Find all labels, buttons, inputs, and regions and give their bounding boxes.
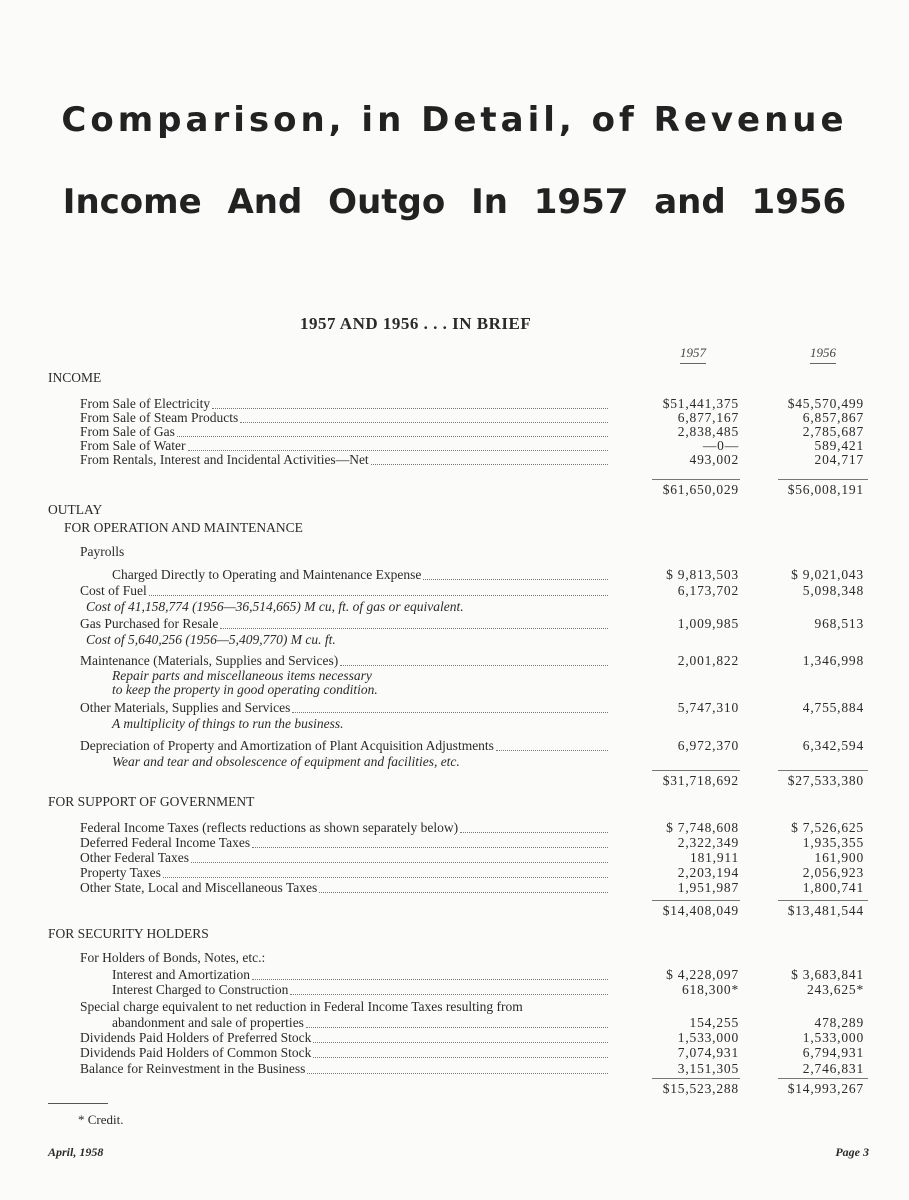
row-label: Maintenance (Materials, Supplies and Services) — [80, 653, 339, 668]
value-1957: 6,972,370 — [677, 738, 739, 753]
value-1956: $56,008,191 — [787, 482, 864, 497]
title-line-1: Comparison, in Detail, of Revenue — [61, 100, 848, 140]
value-1957: 618,300* — [681, 982, 739, 997]
subtotal-row — [0, 1081, 909, 1097]
table-row — [0, 880, 909, 896]
dot-leader — [220, 628, 608, 629]
value-1957: $51,441,375 — [662, 396, 739, 411]
dot-leader — [191, 862, 608, 863]
value-1957: 2,322,349 — [677, 835, 739, 850]
row-note: Repair parts and miscellaneous items necessary — [112, 668, 372, 683]
row-label: abandonment and sale of properties — [112, 1015, 304, 1030]
table-row — [0, 452, 909, 468]
dot-leader — [496, 750, 608, 751]
table-row — [0, 632, 909, 648]
subtotal-row — [0, 773, 909, 789]
row-label: Property Taxes — [80, 865, 161, 880]
column-header-1956: 1956 — [810, 345, 836, 364]
row-label: Federal Income Taxes (reflects reductions as shown separately below) — [80, 820, 459, 835]
row-label: Special charge equivalent to net reduction in Federal Income Taxes resulting from — [80, 999, 523, 1014]
row-label: Dividends Paid Holders of Preferred Stock — [80, 1030, 312, 1045]
dot-leader — [460, 832, 608, 833]
dot-leader — [371, 464, 608, 465]
table-row — [0, 682, 909, 698]
table-row — [0, 835, 909, 851]
section-heading — [0, 502, 909, 518]
table-row — [0, 716, 909, 732]
value-1957: 2,838,485 — [677, 424, 739, 439]
value-1956: $13,481,544 — [787, 903, 864, 918]
subtotal-row — [0, 903, 909, 919]
subtotal-rule — [652, 1078, 740, 1079]
subtotal-rule — [652, 900, 740, 901]
dot-leader — [306, 1027, 608, 1028]
footer-date: April, 1958 — [48, 1145, 104, 1159]
dot-leader — [240, 422, 608, 423]
table-row — [0, 653, 909, 669]
row-note: A multiplicity of things to run the business. — [112, 716, 344, 731]
table-row — [0, 967, 909, 983]
table-row — [0, 999, 909, 1015]
dot-leader — [423, 579, 608, 580]
value-1957: 1,009,985 — [677, 616, 739, 631]
subtotal-rule — [652, 479, 740, 480]
section-heading — [0, 520, 909, 536]
value-1956: 4,755,884 — [802, 700, 864, 715]
dot-leader — [290, 994, 608, 995]
value-1956: 1,346,998 — [802, 653, 864, 668]
section-heading — [0, 794, 909, 810]
value-1956: 6,857,867 — [802, 410, 864, 425]
brief-heading: 1957 AND 1956 . . . IN BRIEF — [300, 314, 532, 333]
value-1956: 589,421 — [814, 438, 864, 453]
subtotal-rule — [652, 770, 740, 771]
dot-leader — [212, 408, 608, 409]
row-label: Other State, Local and Miscellaneous Taxes — [80, 880, 318, 895]
value-1956: 478,289 — [814, 1015, 864, 1030]
row-label: Interest Charged to Construction — [112, 982, 289, 997]
row-label: Gas Purchased for Resale — [80, 616, 219, 631]
footnote-divider — [48, 1103, 108, 1104]
section-heading — [0, 926, 909, 942]
subtotal-rule — [778, 1078, 868, 1079]
dot-leader — [313, 1042, 608, 1043]
table-row — [0, 982, 909, 998]
value-1956: 2,746,831 — [802, 1061, 864, 1076]
value-1956: 1,533,000 — [802, 1030, 864, 1045]
value-1956: 204,717 — [814, 452, 864, 467]
value-1957: 1,533,000 — [677, 1030, 739, 1045]
row-label: Cost of Fuel — [80, 583, 147, 598]
value-1957: $14,408,049 — [662, 903, 739, 918]
row-label: FOR SECURITY HOLDERS — [48, 926, 209, 941]
table-row — [0, 1030, 909, 1046]
value-1956: $45,570,499 — [787, 396, 864, 411]
value-1957: $61,650,029 — [662, 482, 739, 497]
table-row — [0, 850, 909, 866]
value-1957: 181,911 — [690, 850, 739, 865]
value-1957: 1,951,987 — [677, 880, 739, 895]
section-heading — [0, 370, 909, 386]
table-row — [0, 700, 909, 716]
dot-leader — [340, 665, 608, 666]
value-1957: —0— — [702, 438, 739, 453]
dot-leader — [313, 1057, 608, 1058]
row-note: Cost of 5,640,256 (1956—5,409,770) M cu. ft. — [86, 632, 336, 647]
row-label: Other Materials, Supplies and Services — [80, 700, 291, 715]
row-label: For Holders of Bonds, Notes, etc.: — [80, 950, 266, 965]
row-label: FOR SUPPORT OF GOVERNMENT — [48, 794, 255, 809]
table-row — [0, 544, 909, 560]
row-label: FOR OPERATION AND MAINTENANCE — [64, 520, 303, 535]
footnote: * Credit. — [78, 1112, 124, 1127]
value-1956: 968,513 — [814, 616, 864, 631]
table-row — [0, 1061, 909, 1077]
row-label: From Sale of Electricity — [80, 396, 211, 411]
value-1957: 7,074,931 — [677, 1045, 739, 1060]
row-label: Dividends Paid Holders of Common Stock — [80, 1045, 312, 1060]
table-row — [0, 1015, 909, 1031]
table-row — [0, 820, 909, 836]
row-label: Deferred Federal Income Taxes — [80, 835, 251, 850]
row-label: From Sale of Water — [80, 438, 186, 453]
subtotal-rule — [778, 770, 868, 771]
table-row — [0, 567, 909, 583]
value-1956: $ 7,526,625 — [791, 820, 864, 835]
value-1957: $ 7,748,608 — [666, 820, 739, 835]
value-1957: $15,523,288 — [662, 1081, 739, 1096]
value-1956: 1,935,355 — [802, 835, 864, 850]
dot-leader — [188, 450, 608, 451]
table-row — [0, 1045, 909, 1061]
row-note: to keep the property in good operating condition. — [112, 682, 378, 697]
table-row — [0, 599, 909, 615]
dot-leader — [163, 877, 608, 878]
value-1957: 2,001,822 — [677, 653, 739, 668]
dot-leader — [177, 436, 608, 437]
table-row — [0, 754, 909, 770]
subtotal-rule — [778, 479, 868, 480]
dot-leader — [252, 847, 608, 848]
value-1956: 2,056,923 — [802, 865, 864, 880]
row-label: INCOME — [48, 370, 102, 385]
dot-leader — [252, 979, 608, 980]
dot-leader — [292, 712, 608, 713]
footer-page-number: Page 3 — [835, 1145, 869, 1159]
table-row — [0, 616, 909, 632]
row-label: Charged Directly to Operating and Maintenance Expense — [112, 567, 422, 582]
column-header-1957: 1957 — [680, 345, 706, 364]
subtotal-rule — [778, 900, 868, 901]
value-1957: $31,718,692 — [662, 773, 739, 788]
title-line-2: Income And Outgo In 1957 and 1956 — [62, 182, 847, 222]
value-1956: $14,993,267 — [787, 1081, 864, 1096]
value-1957: 154,255 — [689, 1015, 739, 1030]
row-label: Other Federal Taxes — [80, 850, 190, 865]
row-label: Interest and Amortization — [112, 967, 250, 982]
row-label: OUTLAY — [48, 502, 103, 517]
value-1956: $ 9,021,043 — [791, 567, 864, 582]
table-row — [0, 583, 909, 599]
row-note: Cost of 41,158,774 (1956—36,514,665) M cu, ft. of gas or equivalent. — [86, 599, 464, 614]
row-label: From Sale of Gas — [80, 424, 175, 439]
value-1957: 3,151,305 — [677, 1061, 739, 1076]
row-label: Depreciation of Property and Amortization of Plant Acquisition Adjustments — [80, 738, 494, 753]
value-1956: 161,900 — [814, 850, 864, 865]
value-1957: 493,002 — [689, 452, 739, 467]
value-1956: 6,342,594 — [802, 738, 864, 753]
row-label: Balance for Reinvestment in the Business — [80, 1061, 306, 1076]
table-row — [0, 865, 909, 881]
value-1956: 6,794,931 — [802, 1045, 864, 1060]
value-1957: $ 4,228,097 — [666, 967, 739, 982]
value-1957: 6,877,167 — [677, 410, 739, 425]
row-label: Payrolls — [80, 544, 125, 559]
row-note: Wear and tear and obsolescence of equipment and facilities, etc. — [112, 754, 460, 769]
value-1956: $27,533,380 — [787, 773, 864, 788]
row-label: From Sale of Steam Products — [80, 410, 239, 425]
table-row — [0, 738, 909, 754]
value-1957: 6,173,702 — [677, 583, 739, 598]
value-1956: 1,800,741 — [802, 880, 864, 895]
dot-leader — [307, 1073, 608, 1074]
row-label: From Rentals, Interest and Incidental Activities—Net — [80, 452, 369, 467]
value-1956: $ 3,683,841 — [791, 967, 864, 982]
dot-leader — [319, 892, 608, 893]
value-1957: 2,203,194 — [677, 865, 739, 880]
value-1956: 2,785,687 — [802, 424, 864, 439]
value-1957: $ 9,813,503 — [666, 567, 739, 582]
value-1956: 5,098,348 — [802, 583, 864, 598]
value-1957: 5,747,310 — [677, 700, 739, 715]
dot-leader — [149, 595, 608, 596]
value-1956: 243,625* — [806, 982, 864, 997]
subtotal-row — [0, 482, 909, 498]
table-row — [0, 950, 909, 966]
